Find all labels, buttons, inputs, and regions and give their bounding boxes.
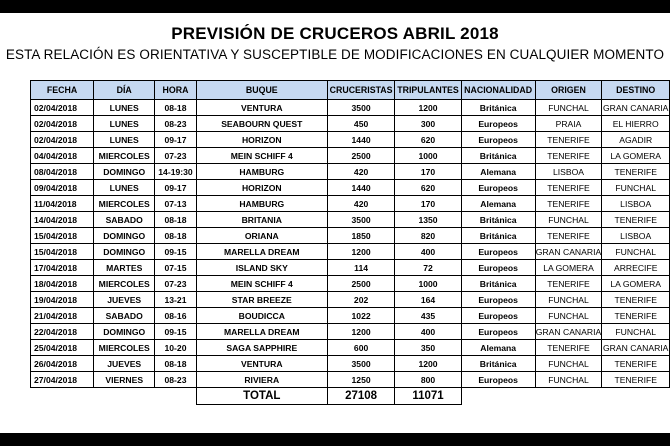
cell-origen: GRAN CANARIA [535,244,602,260]
table-row [31,148,670,164]
cell-origen: TENERIFE [535,340,602,356]
table-row [31,228,670,244]
cell-tripulantes: 350 [395,340,461,356]
cell-destino: ARRECIFE [602,260,670,276]
table-row [31,244,670,260]
cell-dia: SABADO [94,308,155,324]
cell-origen: GRAN CANARIA [535,324,602,340]
cell-buque: HORIZON [196,180,327,196]
column-header-fecha: FECHA [31,81,94,100]
total-label: TOTAL [196,388,327,405]
cell-hora: 09-17 [155,180,196,196]
cell-cruceristas: 600 [327,340,394,356]
cell-dia: SABADO [94,212,155,228]
cell-nacionalidad: Alemana [461,164,535,180]
cell-destino: TENERIFE [602,212,670,228]
cell-buque: SEABOURN QUEST [196,116,327,132]
cell-tripulantes: 1200 [395,100,461,116]
table-row [31,276,670,292]
cell-dia: LUNES [94,116,155,132]
cell-hora: 09-15 [155,324,196,340]
cell-nacionalidad: Británica [461,276,535,292]
cell-cruceristas: 1850 [327,228,394,244]
cell-cruceristas: 2500 [327,148,394,164]
table-row [31,164,670,180]
cell-fecha: 08/04/2018 [31,164,94,180]
cell-hora: 08-18 [155,356,196,372]
cell-fecha: 26/04/2018 [31,356,94,372]
cell-origen: TENERIFE [535,228,602,244]
cell-nacionalidad: Europeos [461,292,535,308]
cell-fecha: 18/04/2018 [31,276,94,292]
cell-tripulantes: 800 [395,372,461,388]
cell-nacionalidad: Europeos [461,116,535,132]
cell-tripulantes: 1200 [395,356,461,372]
column-header-hora: HORA [155,81,196,100]
table-row [31,100,670,116]
cell-cruceristas: 450 [327,116,394,132]
cell-buque: RIVIERA [196,372,327,388]
total-spacer [155,388,196,405]
cell-dia: MARTES [94,260,155,276]
cell-nacionalidad: Europeos [461,324,535,340]
cell-buque: VENTURA [196,356,327,372]
cell-buque: STAR BREEZE [196,292,327,308]
cell-buque: HORIZON [196,132,327,148]
cell-dia: DOMINGO [94,228,155,244]
cell-origen: FUNCHAL [535,372,602,388]
cell-dia: DOMINGO [94,164,155,180]
cell-tripulantes: 1350 [395,212,461,228]
cell-nacionalidad: Europeos [461,260,535,276]
cell-hora: 07-23 [155,276,196,292]
cell-fecha: 22/04/2018 [31,324,94,340]
cell-buque: HAMBURG [196,164,327,180]
cell-buque: SAGA SAPPHIRE [196,340,327,356]
cell-cruceristas: 3500 [327,212,394,228]
cell-nacionalidad: Británica [461,212,535,228]
cell-cruceristas: 420 [327,164,394,180]
cell-tripulantes: 1000 [395,148,461,164]
cell-destino: TENERIFE [602,372,670,388]
cell-destino: LA GOMERA [602,276,670,292]
cell-buque: VENTURA [196,100,327,116]
column-header-nacionalidad: NACIONALIDAD [461,81,535,100]
column-header-cruceristas: CRUCERISTAS [327,81,394,100]
top-black-bar [0,0,670,13]
table-header-row [31,81,670,100]
cell-destino: LISBOA [602,228,670,244]
cell-tripulantes: 400 [395,324,461,340]
cell-buque: ISLAND SKY [196,260,327,276]
table-row [31,372,670,388]
cell-cruceristas: 1200 [327,244,394,260]
cell-origen: FUNCHAL [535,308,602,324]
cell-fecha: 15/04/2018 [31,228,94,244]
table-row [31,180,670,196]
total-spacer [94,388,155,405]
cell-destino: TENERIFE [602,164,670,180]
cell-fecha: 04/04/2018 [31,148,94,164]
cell-nacionalidad: Británica [461,148,535,164]
cell-nacionalidad: Europeos [461,244,535,260]
cell-hora: 09-15 [155,244,196,260]
cell-destino: GRAN CANARIA [602,340,670,356]
cell-buque: MEIN SCHIFF 4 [196,148,327,164]
cell-destino: TENERIFE [602,356,670,372]
cell-dia: VIERNES [94,372,155,388]
cell-fecha: 14/04/2018 [31,212,94,228]
cell-dia: JUEVES [94,292,155,308]
cell-origen: FUNCHAL [535,100,602,116]
cell-origen: FUNCHAL [535,356,602,372]
cell-tripulantes: 72 [395,260,461,276]
cell-buque: ORIANA [196,228,327,244]
table-row [31,340,670,356]
column-header-destino: DESTINO [602,81,670,100]
cell-cruceristas: 114 [327,260,394,276]
cell-buque: MARELLA DREAM [196,324,327,340]
cell-buque: HAMBURG [196,196,327,212]
cell-tripulantes: 164 [395,292,461,308]
cell-cruceristas: 1250 [327,372,394,388]
cell-hora: 08-23 [155,372,196,388]
cell-cruceristas: 1440 [327,132,394,148]
table-row [31,132,670,148]
cell-fecha: 02/04/2018 [31,132,94,148]
cell-destino: FUNCHAL [602,244,670,260]
column-header-dia: DÍA [94,81,155,100]
table-row [31,292,670,308]
table-row [31,356,670,372]
cell-fecha: 21/04/2018 [31,308,94,324]
cell-destino: AGADIR [602,132,670,148]
cell-nacionalidad: Alemana [461,196,535,212]
cell-fecha: 11/04/2018 [31,196,94,212]
cell-destino: EL HIERRO [602,116,670,132]
cell-cruceristas: 3500 [327,100,394,116]
cell-cruceristas: 1200 [327,324,394,340]
cell-hora: 07-15 [155,260,196,276]
total-spacer [461,388,535,405]
cell-tripulantes: 300 [395,116,461,132]
cell-origen: TENERIFE [535,180,602,196]
cell-destino: LISBOA [602,196,670,212]
cell-dia: MIERCOLES [94,340,155,356]
cell-nacionalidad: Alemana [461,340,535,356]
total-tripulantes: 11071 [395,388,461,405]
cell-destino: FUNCHAL [602,180,670,196]
bottom-black-bar [0,433,670,446]
page-title: PREVISIÓN DE CRUCEROS ABRIL 2018 [171,24,499,43]
table-row [31,324,670,340]
cell-tripulantes: 820 [395,228,461,244]
cell-tripulantes: 170 [395,164,461,180]
cell-destino: LA GOMERA [602,148,670,164]
cell-dia: DOMINGO [94,324,155,340]
column-header-buque: BUQUE [196,81,327,100]
cell-dia: LUNES [94,180,155,196]
cell-dia: JUEVES [94,356,155,372]
cell-hora: 08-18 [155,228,196,244]
cell-nacionalidad: Europeos [461,180,535,196]
table-row [31,116,670,132]
cell-dia: MIERCOLES [94,196,155,212]
cell-cruceristas: 420 [327,196,394,212]
table-row [31,212,670,228]
cell-tripulantes: 435 [395,308,461,324]
total-row [31,388,670,405]
table-row [31,260,670,276]
cell-cruceristas: 3500 [327,356,394,372]
cell-fecha: 02/04/2018 [31,116,94,132]
cell-nacionalidad: Británica [461,228,535,244]
cell-origen: FUNCHAL [535,292,602,308]
cell-destino: FUNCHAL [602,324,670,340]
cell-hora: 08-18 [155,212,196,228]
cell-origen: FUNCHAL [535,212,602,228]
cell-origen: LISBOA [535,164,602,180]
cell-cruceristas: 2500 [327,276,394,292]
cell-hora: 10-20 [155,340,196,356]
total-spacer [31,388,94,405]
cell-tripulantes: 620 [395,180,461,196]
cell-buque: BRITANIA [196,212,327,228]
cell-destino: GRAN CANARIA [602,100,670,116]
cell-fecha: 25/04/2018 [31,340,94,356]
cell-fecha: 17/04/2018 [31,260,94,276]
table-body [31,100,670,388]
cell-tripulantes: 400 [395,244,461,260]
cell-hora: 08-16 [155,308,196,324]
cell-dia: LUNES [94,100,155,116]
cell-nacionalidad: Británica [461,356,535,372]
cell-origen: LA GOMERA [535,260,602,276]
table-row [31,308,670,324]
cell-buque: MARELLA DREAM [196,244,327,260]
cell-nacionalidad: Británica [461,100,535,116]
cell-hora: 08-18 [155,100,196,116]
cell-origen: TENERIFE [535,132,602,148]
cell-hora: 14-19:30 [155,164,196,180]
cell-dia: MIERCOLES [94,276,155,292]
cell-nacionalidad: Europeos [461,372,535,388]
cell-hora: 07-23 [155,148,196,164]
total-spacer [602,388,670,405]
cell-cruceristas: 1440 [327,180,394,196]
column-header-origen: ORIGEN [535,81,602,100]
cell-hora: 13-21 [155,292,196,308]
column-header-tripulantes: TRIPULANTES [395,81,461,100]
cell-cruceristas: 202 [327,292,394,308]
cell-nacionalidad: Europeos [461,308,535,324]
cell-nacionalidad: Europeos [461,132,535,148]
cell-dia: LUNES [94,132,155,148]
cell-hora: 09-17 [155,132,196,148]
cell-fecha: 15/04/2018 [31,244,94,260]
total-spacer [535,388,602,405]
cell-destino: TENERIFE [602,292,670,308]
cell-origen: PRAIA [535,116,602,132]
cell-tripulantes: 620 [395,132,461,148]
cell-buque: BOUDICCA [196,308,327,324]
page-subtitle: ESTA RELACIÓN ES ORIENTATIVA Y SUSCEPTIBLE DE MODIFICACIONES EN CUALQUIER MOMENTO [5,47,665,62]
cell-destino: TENERIFE [602,308,670,324]
cell-hora: 07-13 [155,196,196,212]
cell-tripulantes: 1000 [395,276,461,292]
cell-fecha: 19/04/2018 [31,292,94,308]
cell-dia: MIERCOLES [94,148,155,164]
cruise-table [30,80,670,405]
cell-tripulantes: 170 [395,196,461,212]
cell-hora: 08-23 [155,116,196,132]
cell-origen: TENERIFE [535,276,602,292]
cell-origen: TENERIFE [535,148,602,164]
cell-origen: TENERIFE [535,196,602,212]
total-cruceristas: 27108 [327,388,394,405]
cell-fecha: 02/04/2018 [31,100,94,116]
cell-cruceristas: 1022 [327,308,394,324]
cell-fecha: 27/04/2018 [31,372,94,388]
cell-dia: DOMINGO [94,244,155,260]
cell-fecha: 09/04/2018 [31,180,94,196]
table-row [31,196,670,212]
cell-buque: MEIN SCHIFF 4 [196,276,327,292]
